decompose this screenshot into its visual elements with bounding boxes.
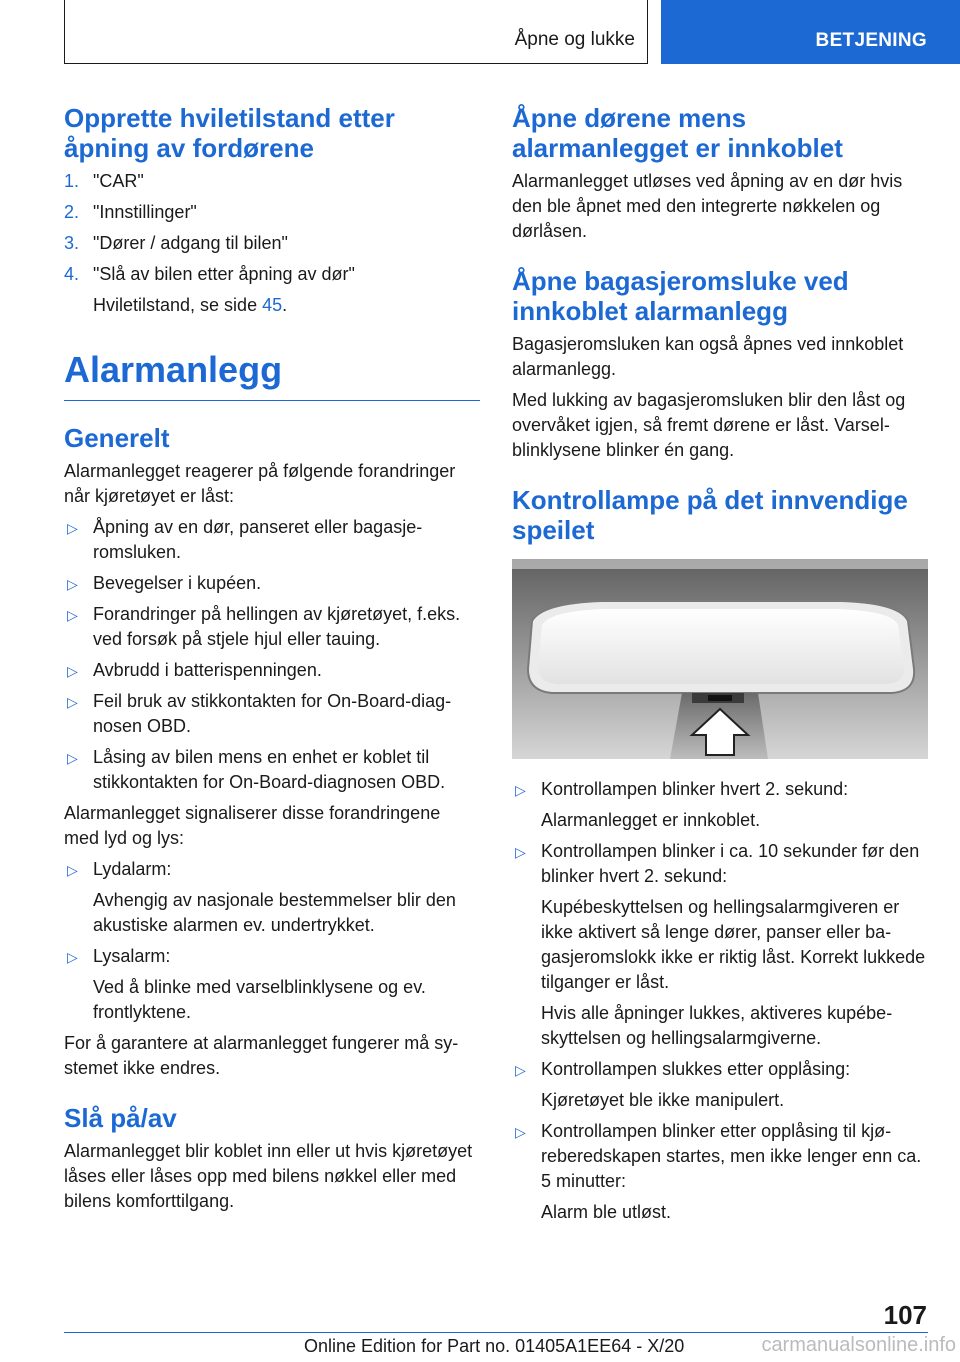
right-column (512, 103, 928, 1231)
signal-list (64, 857, 480, 882)
list-item (64, 857, 480, 882)
triangle-bullet-icon: ▷ (515, 1124, 526, 1140)
slaa-text: Alarmanlegget blir koblet inn eller ut hvis kjøretøyet låses eller låses opp med bilens nøkkel eller med bilens komforttilgang. (64, 1141, 473, 1211)
step-text: "Dører / adgang til bilen" (93, 233, 288, 253)
lamp-list (512, 839, 928, 889)
triangle-bullet-icon: ▷ (67, 750, 78, 766)
heading-control-lamp: Kontrollampe på det innvendige speilet (512, 485, 908, 545)
heading-hviletilstand: Opprette hviletilstand etter åpning av fordørene (64, 103, 395, 163)
list-subtext: Kupébeskyttelsen og hellingsalarmgiveren er ikke aktivert så lenge dører, panser eller bagasjeromslokk ikke er riktig låst. Korrekt lukkede tilganger er låst. (541, 897, 926, 992)
list-item (64, 745, 480, 795)
heading-doors-alarm: Åpne dørene mens alarmanlegget er innkoblet (512, 103, 843, 163)
heading-alarmanlegg: Alarmanlegg (64, 349, 283, 390)
step-number: 4. (64, 264, 80, 284)
step-note-end: . (282, 295, 288, 315)
list-item (512, 1119, 928, 1194)
generelt-list (64, 515, 480, 795)
steps-list (64, 169, 480, 287)
list-item-text: Lydalarm: (93, 859, 172, 879)
triangle-bullet-icon: ▷ (67, 694, 78, 710)
list-item (512, 777, 928, 802)
trunk-text-2: Med lukking av bagasjeromsluken blir den låst og overvåket igjen, så fremt dørene er låst. Varselblinklysene blinker én gang. (512, 390, 906, 460)
triangle-bullet-icon: ▷ (515, 1062, 526, 1078)
list-item-text: Åpning av en dør, panseret eller bagasjeromsluken. (93, 517, 423, 562)
lamp-list (512, 1057, 928, 1082)
header-section-box (64, 0, 648, 64)
list-item-text: Bevegelser i kupéen. (93, 573, 262, 593)
list-item (64, 658, 480, 683)
step-text: "Slå av bilen etter åpning av dør" (93, 264, 355, 284)
triangle-bullet-icon: ▷ (67, 949, 78, 965)
list-item-text: Feil bruk av stikkontakten for On-Board-diagnosen OBD. (93, 691, 452, 736)
heading-rule (64, 400, 480, 401)
step-item (64, 231, 480, 256)
step-note-text: Hviletilstand, se side (93, 295, 263, 315)
footer-edition: Online Edition for Part no. 01405A1EE64 - X/20 (304, 1336, 685, 1356)
heading-slaa-paa-av: Slå på/av (64, 1103, 177, 1133)
header-chapter-tab (661, 0, 960, 64)
lyd-text: Avhengig av nasjonale bestemmelser blir den akustiske alarmen ev. undertrykket. (93, 890, 456, 935)
heading-trunk-alarm: Åpne bagasjeromsluke ved innkoblet alarmanlegg (512, 266, 849, 326)
page-reference-link[interactable]: 45 (262, 295, 283, 315)
watermark: carmanualsonline.info (761, 1334, 956, 1356)
list-item (512, 1057, 928, 1082)
triangle-bullet-icon: ▷ (515, 782, 526, 798)
step-item (64, 262, 480, 287)
list-item-text: Lysalarm: (93, 946, 171, 966)
lys-text: Ved å blinke med varselblinklysene og ev. frontlyktene. (93, 977, 426, 1022)
step-number: 3. (64, 233, 80, 253)
list-item (512, 839, 928, 889)
list-item-text: Kontrollampen blinker etter opplåsing til kjøreberedskapen startes, men ikke lenger enn ca. 5 minutter: (541, 1121, 922, 1191)
header-chapter-title: BETJENING (815, 30, 927, 51)
trunk-text-1: Bagasjeromsluken kan også åpnes ved innkoblet alarmanlegg. (512, 334, 904, 379)
garanti-text: For å garantere at alarmanlegget fungerer må systemet ikke endres. (64, 1033, 459, 1078)
step-note (64, 293, 480, 318)
generelt-intro: Alarmanlegget reagerer på følgende forandringer når kjøretøyet er låst: (64, 461, 456, 506)
list-item-text: Låsing av bilen mens en enhet er koblet til stikkontakten for On-Board-diagnosen OBD. (93, 747, 446, 792)
list-item (64, 689, 480, 739)
triangle-bullet-icon: ▷ (67, 520, 78, 536)
list-item-text: Kontrollampen slukkes etter opplåsing: (541, 1059, 851, 1079)
step-text: "Innstillinger" (93, 202, 197, 222)
step-number: 1. (64, 171, 80, 191)
list-item-text: Kontrollampen blinker hvert 2. sekund: (541, 779, 849, 799)
list-item-text: Avbrudd i batterispenningen. (93, 660, 322, 680)
step-text: "CAR" (93, 171, 144, 191)
list-item (64, 944, 480, 969)
list-subtext: Alarmanlegget er innkoblet. (541, 810, 761, 830)
list-item-text: Forandringer på hellingen av kjøretøyet, f.eks. ved forsøk på stjele hjul eller tauing. (93, 604, 461, 649)
list-item (64, 602, 480, 652)
triangle-bullet-icon: ▷ (67, 607, 78, 623)
doors-text: Alarmanlegget utløses ved åpning av en dør hvis den ble åpnet med den integrerte nøkkelen og dørlåsen. (512, 171, 903, 241)
signal-list (64, 944, 480, 969)
lamp-list (512, 1119, 928, 1194)
page-number: 107 (883, 1300, 927, 1330)
lamp-list (512, 777, 928, 802)
header-section-title: Åpne og lukke (514, 29, 635, 50)
triangle-bullet-icon: ▷ (67, 663, 78, 679)
left-column (64, 103, 480, 1214)
list-subtext: Alarm ble utløst. (541, 1202, 672, 1222)
list-item-text: Kontrollampen blinker i ca. 10 sekunder før den blinker hvert 2. sekund: (541, 841, 920, 886)
footer-rule (64, 1332, 928, 1333)
mirror-illustration (512, 559, 928, 759)
list-item (64, 515, 480, 565)
heading-generelt: Generelt (64, 423, 170, 453)
list-item (64, 571, 480, 596)
list-subtext: Kjøretøyet ble ikke manipulert. (541, 1090, 785, 1110)
triangle-bullet-icon: ▷ (515, 844, 526, 860)
step-item (64, 169, 480, 194)
step-item (64, 200, 480, 225)
list-subtext: Hvis alle åpninger lukkes, aktiveres kupébeskyttelsen og hellingsalarmgiverne. (541, 1003, 893, 1048)
step-number: 2. (64, 202, 80, 222)
triangle-bullet-icon: ▷ (67, 862, 78, 878)
signal-intro: Alarmanlegget signaliserer disse forandringene med lyd og lys: (64, 803, 441, 848)
triangle-bullet-icon: ▷ (67, 576, 78, 592)
